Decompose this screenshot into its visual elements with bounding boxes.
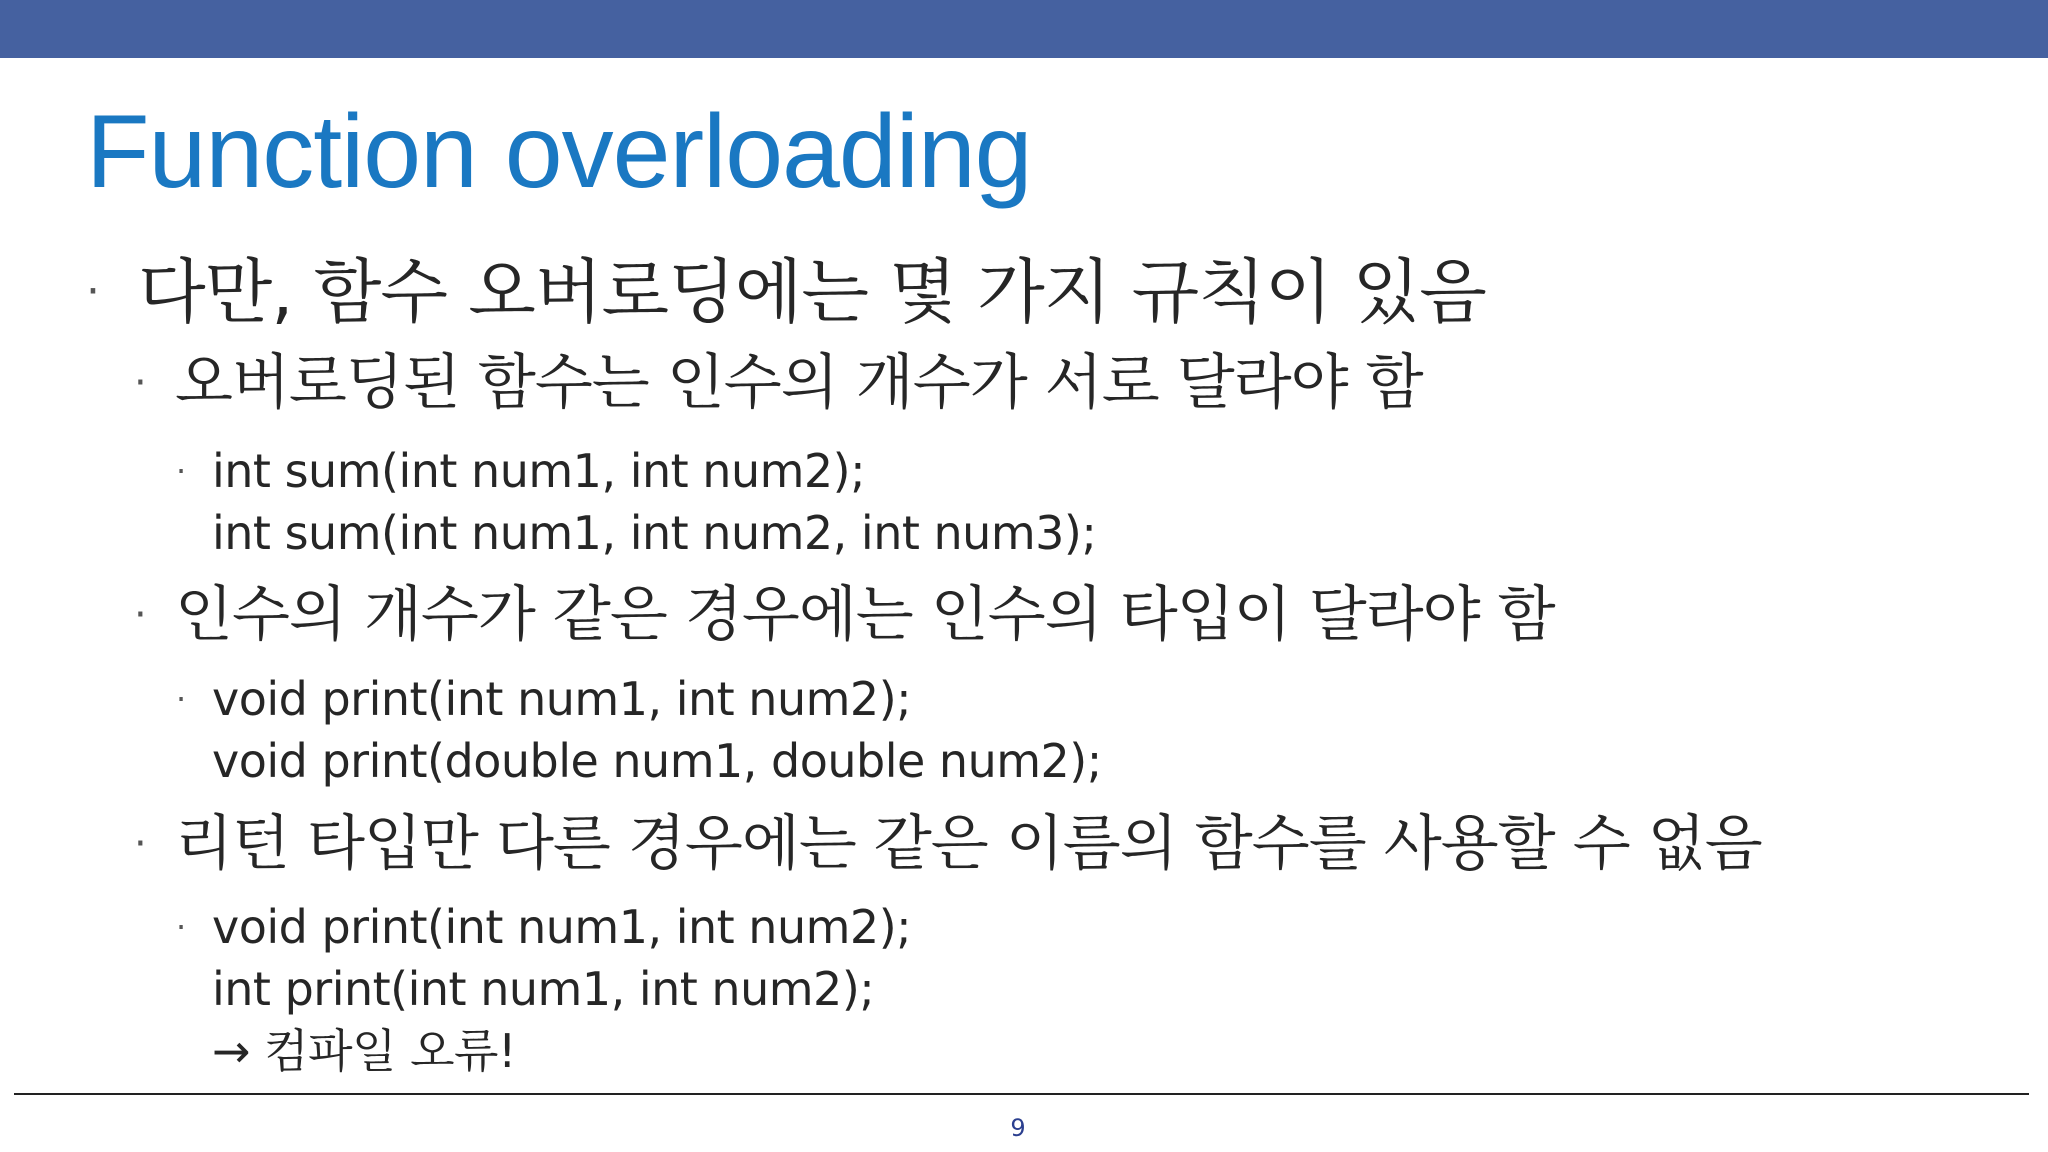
rule-1-heading: 오버로딩된 함수는 인수의 개수가 서로 달라야 함	[175, 348, 1423, 418]
rule-1-code-line-1: int sum(int num1, int num2);	[212, 444, 866, 498]
slide-title: Function overloading	[86, 94, 1032, 210]
bullet-marker: ·	[134, 592, 147, 638]
page-number: 9	[1010, 1114, 1026, 1142]
bullet-level1-intro: 다만, 함수 오버로딩에는 몇 가지 규칙이 있음	[138, 251, 1486, 333]
top-accent-bar	[0, 0, 2048, 58]
rule-2-code-line-2: void print(double num1, double num2);	[212, 734, 1102, 788]
rule-3-compile-error-note: → 컴파일 오류!	[212, 1024, 516, 1078]
rule-3-code-line-1: void print(int num1, int num2);	[212, 900, 912, 954]
bullet-marker: ·	[134, 821, 147, 867]
rule-2-heading: 인수의 개수가 같은 경우에는 인수의 타입이 달라야 함	[175, 580, 1555, 650]
rule-3-code-line-2: int print(int num1, int num2);	[212, 962, 875, 1016]
bullet-marker: ·	[134, 360, 147, 406]
rule-1-code-line-2: int sum(int num1, int num2, int num3);	[212, 506, 1097, 560]
bullet-marker: ·	[86, 266, 100, 317]
bullet-marker: ·	[176, 908, 187, 946]
rule-3-heading: 리턴 타입만 다른 경우에는 같은 이름의 함수를 사용할 수 없음	[175, 809, 1762, 879]
bullet-marker: ·	[176, 452, 187, 490]
bullet-marker: ·	[176, 680, 187, 718]
footer-divider	[14, 1093, 2029, 1095]
rule-2-code-line-1: void print(int num1, int num2);	[212, 672, 912, 726]
